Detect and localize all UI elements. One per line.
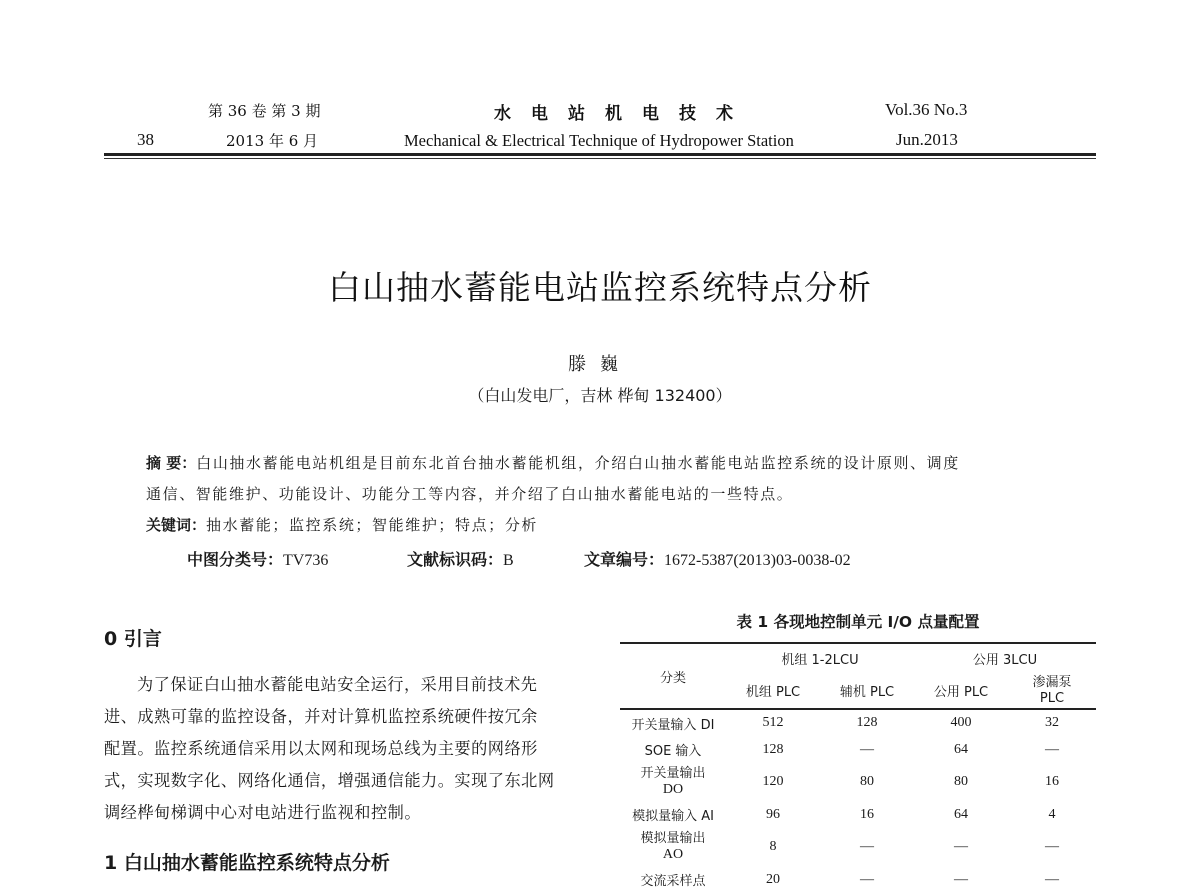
- keywords-text: 抽水蓄能；监控系统；智能维护；特点；分析: [206, 516, 539, 534]
- abstract-label: 摘 要：: [146, 454, 197, 472]
- row-label-line1: 模拟量输出: [640, 831, 706, 846]
- cell: 4: [1048, 806, 1056, 822]
- article-title: 白山抽水蓄能电站监控系统特点分析: [328, 268, 872, 307]
- header-rule-thin: [104, 158, 1096, 159]
- cell: 512: [762, 715, 784, 730]
- author-name: 滕巍: [568, 354, 632, 375]
- volume-issue-cn: 第 36 卷 第 3 期: [208, 102, 321, 120]
- cell: 120: [762, 774, 784, 789]
- header-drainage-line2: PLC: [1039, 690, 1065, 706]
- doc-code-value: B: [503, 552, 514, 569]
- cell: 16: [1045, 774, 1059, 789]
- abstract-line-2: [146, 483, 793, 504]
- row-label-line1: 开关量输出: [640, 766, 706, 781]
- author-affiliation: （白山发电厂，吉林 桦甸 132400）: [468, 386, 732, 405]
- doc-code-label: 文献标识码：: [407, 550, 504, 569]
- cell: —: [954, 871, 968, 887]
- row-label: 交流采样点: [640, 874, 706, 889]
- row-label-line2: AO: [662, 847, 684, 862]
- row-label-line2: DO: [662, 782, 684, 797]
- keywords-label: 关键词：: [146, 516, 207, 534]
- header-unit-plc: 机组 PLC: [726, 673, 820, 709]
- cell: 8: [769, 839, 777, 854]
- article-no-value: 1672-5387(2013)03-0038-02: [664, 552, 851, 569]
- abstract-line-1: [146, 452, 960, 473]
- table-row: [620, 801, 1096, 828]
- cell: —: [1045, 839, 1059, 854]
- row-label: 模拟量输入 AI: [632, 809, 714, 824]
- header-group-common-lcu: 公用 3LCU: [914, 643, 1096, 673]
- para-line: 进、成熟可靠的监控设备，并对计算机监控系统硬件按冗余: [104, 707, 538, 726]
- header-drainage-pump-plc: [1008, 673, 1096, 709]
- cell: —: [860, 741, 874, 757]
- header-aux-plc: 辅机 PLC: [820, 673, 914, 709]
- cell: 128: [856, 715, 878, 730]
- cell: 128: [762, 741, 784, 757]
- cell: 20: [766, 871, 780, 887]
- date-en: Jun.2013: [896, 130, 958, 149]
- cell: 80: [860, 774, 874, 789]
- cell: —: [1045, 871, 1059, 887]
- header-group-unit-lcu: 机组 1-2LCU: [726, 643, 914, 673]
- cell: —: [954, 839, 968, 854]
- row-label: 开关量输入 DI: [631, 717, 715, 733]
- header-common-plc: 公用 PLC: [914, 673, 1008, 709]
- io-config-table: [620, 642, 1096, 893]
- para-line: 配置。监控系统通信采用以太网和现场总线为主要的网络形: [104, 739, 538, 758]
- table-row: [620, 736, 1096, 763]
- row-label: SOE 输入: [644, 744, 702, 759]
- cell: 96: [766, 806, 780, 822]
- clc-value: TV736: [283, 552, 329, 569]
- table-row: [620, 709, 1096, 736]
- cell: 32: [1045, 715, 1059, 730]
- table-row: [620, 828, 1096, 866]
- journal-title-en: Mechanical & Electrical Technique of Hydropower Station: [404, 131, 794, 150]
- section-heading-introduction: 0 引言: [104, 628, 162, 650]
- date-cn: 2013 年 6 月: [226, 132, 319, 150]
- para-line: 为了保证白山抽水蓄能电站安全运行，采用目前技术先: [137, 675, 538, 694]
- cell: 16: [860, 806, 874, 822]
- cell: 400: [950, 715, 972, 730]
- table-row: [620, 763, 1096, 801]
- row-label: [620, 763, 726, 801]
- cell: 64: [954, 741, 968, 757]
- cell: 64: [954, 806, 968, 822]
- keywords-line: [146, 514, 538, 535]
- journal-title-cn: 水电站机电技术: [494, 104, 753, 124]
- clc-number: [187, 547, 328, 570]
- table-caption: 表 1 各现地控制单元 I/O 点量配置: [736, 613, 980, 631]
- row-label: [620, 828, 726, 866]
- header-drainage-line1: 渗漏泵: [1032, 674, 1072, 690]
- para-line: 调经桦甸梯调中心对电站进行监视和控制。: [104, 803, 422, 822]
- cell: —: [1045, 741, 1059, 757]
- table-row: [620, 866, 1096, 893]
- clc-label: 中图分类号：: [187, 550, 284, 569]
- cell: —: [860, 839, 874, 854]
- introduction-paragraph: [104, 669, 582, 829]
- header-rule-thick: [104, 153, 1096, 156]
- header-category: 分类: [620, 643, 726, 709]
- section-heading-analysis: 1 白山抽水蓄能监控系统特点分析: [104, 852, 390, 874]
- article-no-label: 文章编号：: [584, 550, 665, 569]
- para-line: 式，实现数字化、网络化通信，增强通信能力。实现了东北网: [104, 771, 555, 790]
- abstract-text-2: 通信、智能维护、功能设计、功能分工等内容，并介绍了白山抽水蓄能电站的一些特点。: [146, 485, 794, 503]
- cell: 80: [954, 774, 968, 789]
- cell: —: [860, 871, 874, 887]
- volume-issue-en: Vol.36 No.3: [885, 100, 968, 119]
- document-code: [407, 547, 514, 570]
- abstract-text-1: 白山抽水蓄能电站机组是目前东北首台抽水蓄能机组，介绍白山抽水蓄能电站监控系统的设计原则、调度: [196, 454, 960, 472]
- page-number: 38: [137, 130, 154, 149]
- article-number: [584, 547, 851, 570]
